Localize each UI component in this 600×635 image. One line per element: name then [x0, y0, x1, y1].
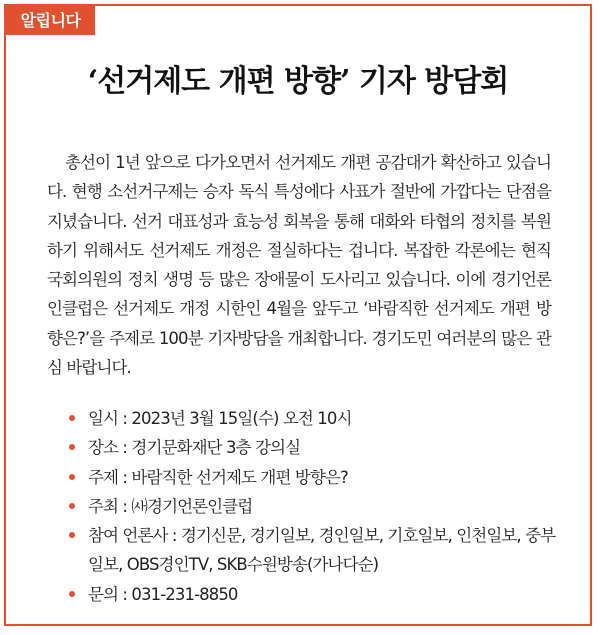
detail-text: 장소 : 경기문화재단 3층 강의실 — [88, 438, 301, 458]
notice-tag: 알립니다 — [6, 6, 95, 35]
detail-item-topic — [66, 463, 561, 492]
event-details-list — [66, 404, 561, 609]
detail-text: 주최 : ㈔경기언론인클럽 — [88, 496, 253, 516]
detail-item-host — [66, 492, 561, 521]
detail-item-contact — [66, 580, 561, 609]
detail-text: 문의 : 031-231-8850 — [88, 584, 238, 604]
detail-item-participants — [66, 521, 561, 580]
detail-text: 주제 : 바람직한 선거제도 개편 방향은? — [88, 467, 348, 487]
bullet-icon — [69, 532, 75, 538]
detail-item-venue — [66, 433, 561, 462]
notice-box — [4, 4, 592, 626]
notice-body: 총선이 1년 앞으로 다가오면서 선거제도 개편 공감대가 확산하고 있습니다. 현행 소선거구제는 승자 독식 특성에다 사표가 절반에 가깝다는 단점을 지녔습니다. 선거 대표성과 효능성 회복을 통해 대화와 타협의 정치를 복원하기 위해서도 선거제도 개정은 절실하다는 겁니다. 복잡한 각론에는 현직 국회의원의 정치 생명 등 많은 장애물이 도사리고 있습니다. 이에 경기언론인클럽은 선거제도 개정 시한인 4월을 앞두고 ‘바람직한 선거제도 개편 방향은?’을 주제로 100분 기자방담을 개최합니다. 경기도민 여러분의 많은 관심 바랍니다. — [47, 153, 551, 378]
bullet-icon — [69, 591, 75, 597]
detail-text: 참여 언론사 : 경기신문, 경기일보, 경인일보, 기호일보, 인천일보, 중부일보, OBS경인TV, SKB수원방송(가나다순) — [88, 526, 556, 575]
bullet-icon — [69, 503, 75, 509]
notice-title: ‘선거제도 개편 방향’ 기자 방담회 — [87, 64, 509, 99]
detail-text: 일시 : 2023년 3월 15일(수) 오전 10시 — [88, 409, 352, 428]
bullet-icon — [69, 444, 75, 450]
bullet-icon — [69, 474, 75, 480]
detail-item-datetime — [66, 404, 561, 433]
bullet-icon — [69, 415, 75, 421]
